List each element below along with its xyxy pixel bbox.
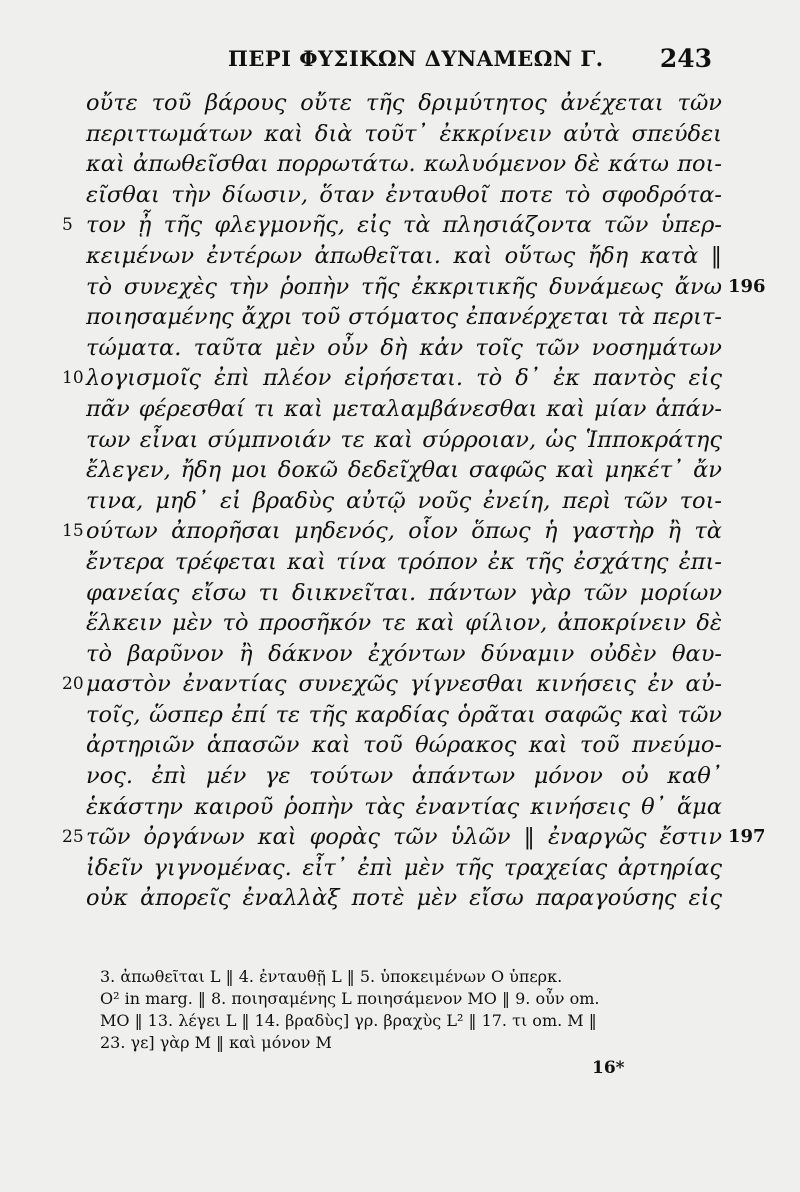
- text-line: [86, 272, 766, 303]
- line-text: ἔντερα τρέφεται καὶ τίνα τρόπον ἐκ τῆς ἐσχάτης ἐπι-: [86, 548, 722, 575]
- text-line: [86, 578, 722, 609]
- line-text: τώματα. ταῦτα μὲν οὖν δὴ κἀν τοῖς τῶν νοσημάτων: [86, 334, 722, 361]
- line-number: 15: [62, 521, 84, 542]
- footnote-line: 23. γε] γὰρ M ‖ καὶ μόνον M: [100, 1033, 332, 1052]
- line-text: μαστὸν ἐναντίας συνεχῶς γίγνεσθαι κινήσεις ἐν αὐ-: [86, 671, 722, 698]
- sheet-signature: 16*: [592, 1058, 625, 1078]
- line-text: ἰδεῖν γιγνομένας. εἶτ᾽ ἐπὶ μὲν τῆς τραχείας ἀρτηρίας: [86, 854, 722, 881]
- running-title: ΠΕΡΙ ΦΥΣΙΚΩΝ ΔΥΝΑΜΕΩΝ Γ.: [228, 46, 604, 71]
- line-text: οὔτε τοῦ βάρους οὔτε τῆς δριμύτητος ἀνέχεται τῶν: [86, 90, 722, 116]
- text-line: [86, 180, 722, 211]
- line-text: εῖσθαι τὴν δίωσιν, ὅταν ἐνταυθοῖ ποτε τὸ σφοδρότα-: [86, 181, 722, 208]
- text-line: [86, 241, 722, 272]
- line-text: τὸ συνεχὲς τὴν ῥοπὴν τῆς ἐκκριτικῆς δυνάμεως ἄνω: [86, 273, 722, 300]
- text-line: [62, 669, 722, 700]
- text-line: [86, 608, 722, 639]
- text-line: [86, 455, 722, 486]
- text-line: [86, 700, 722, 731]
- text-line: [62, 516, 722, 547]
- text-line: [86, 792, 722, 823]
- line-number: 5: [62, 215, 73, 236]
- line-text: ἕλκειν μὲν τὸ προσῆκόν τε καὶ φίλιον, ἀποκρίνειν δὲ: [86, 610, 722, 637]
- text-line: [86, 119, 722, 150]
- text-line: [86, 88, 722, 119]
- text-line: [86, 394, 722, 425]
- line-text: νος. ἐπὶ μέν γε τούτων ἁπάντων μόνον οὐ καθ᾽: [86, 763, 722, 790]
- text-line: [86, 302, 722, 333]
- line-text: πᾶν φέρεσθαί τι καὶ μεταλαμβάνεσθαι καὶ μίαν ἁπάν-: [86, 395, 722, 422]
- text-line: [86, 333, 722, 364]
- line-text: ἀρτηριῶν ἁπασῶν καὶ τοῦ θώρακος καὶ τοῦ πνεύμο-: [86, 732, 722, 759]
- line-text: οὐκ ἀπορεῖς ἐναλλὰξ ποτὲ μὲν εἴσω παραγούσης εἰς: [86, 885, 722, 912]
- text-line: [86, 883, 722, 914]
- margin-reference: 197: [728, 826, 766, 848]
- text-line: [86, 547, 722, 578]
- line-text: λογισμοῖς ἐπὶ πλέον εἰρήσεται. τὸ δ᾽ ἐκ παντὸς εἰς: [86, 365, 722, 392]
- line-text: τον ᾖ τῆς φλεγμονῆς, εἰς τὰ πλησιάζοντα τῶν ὑπερ-: [86, 212, 722, 239]
- line-number: 10: [62, 368, 84, 389]
- page-number: 243: [659, 44, 712, 73]
- line-text: τῶν ὀργάνων καὶ φορὰς τῶν ὑλῶν ‖ ἐναργῶς ἔστιν: [86, 824, 722, 851]
- line-text: καὶ ἀπωθεῖσθαι πορρωτάτω. κωλυόμενον δὲ κάτω ποι-: [86, 151, 722, 178]
- line-text: των εἶναι σύμπνοιάν τε καὶ σύρροιαν, ὡς Ἱπποκράτης: [86, 426, 722, 453]
- footnote-line: 3. ἀπωθεῖται L ‖ 4. ἐνταυθῇ L ‖ 5. ὑποκειμένων O ὑπερκ.: [100, 967, 563, 986]
- text-line: [62, 210, 722, 241]
- line-text: τινα, μηδ᾽ εἰ βραδὺς αὐτῷ νοῦς ἐνείη, περὶ τῶν τοι-: [86, 487, 722, 514]
- critical-apparatus: [100, 966, 764, 1054]
- line-text: περιττωμάτων καὶ διὰ τοῦτ᾽ ἐκκρίνειν αὐτὰ σπεύδει: [86, 120, 722, 147]
- line-text: τὸ βαρῦνον ἢ δάκνον ἐχόντων δύναμιν οὐδὲν θαυ-: [86, 640, 722, 667]
- text-line: [86, 730, 722, 761]
- line-text: ούτων ἀπορῆσαι μηδενός, οἷον ὅπως ἡ γαστὴρ ἢ τὰ: [86, 518, 722, 545]
- text-line: [62, 822, 766, 853]
- text-line: [86, 486, 722, 517]
- text-line: [86, 149, 722, 180]
- footnote-line: MO ‖ 13. λέγει L ‖ 14. βραδὺς] γρ. βραχὺς L² ‖ 17. τι om. M ‖: [100, 1011, 597, 1030]
- footnote-line: O² in marg. ‖ 8. ποιησαμένης L ποιησάμενον MO ‖ 9. οὖν om.: [100, 989, 600, 1008]
- text-line: [86, 425, 722, 456]
- main-text-block: [62, 88, 766, 914]
- line-text: κειμένων ἐντέρων ἀπωθεῖται. καὶ οὕτως ἤδη κατὰ ‖: [86, 242, 722, 269]
- line-number: 25: [62, 827, 84, 848]
- text-line: [86, 761, 722, 792]
- margin-reference: 196: [728, 275, 766, 297]
- page-header: [0, 40, 800, 80]
- line-text: τοῖς, ὥσπερ ἐπί τε τῆς καρδίας ὁρᾶται σαφῶς καὶ τῶν: [86, 701, 722, 728]
- line-text: ποιησαμένης ἄχρι τοῦ στόματος ἐπανέρχεται τὰ περιτ-: [86, 304, 722, 331]
- line-text: ἑκάστην καιροῦ ῥοπὴν τὰς ἐναντίας κινήσεις θ᾽ ἅμα: [86, 793, 722, 820]
- line-text: φανείας εἴσω τι διικνεῖται. πάντων γὰρ τῶν μορίων: [86, 579, 722, 606]
- text-line: [86, 639, 722, 670]
- line-number: 20: [62, 674, 84, 695]
- text-line: [86, 853, 722, 884]
- line-text: ἔλεγεν, ἤδη μοι δοκῶ δεδεῖχθαι σαφῶς καὶ μηκέτ᾽ ἄν: [86, 457, 722, 484]
- text-line: [62, 363, 722, 394]
